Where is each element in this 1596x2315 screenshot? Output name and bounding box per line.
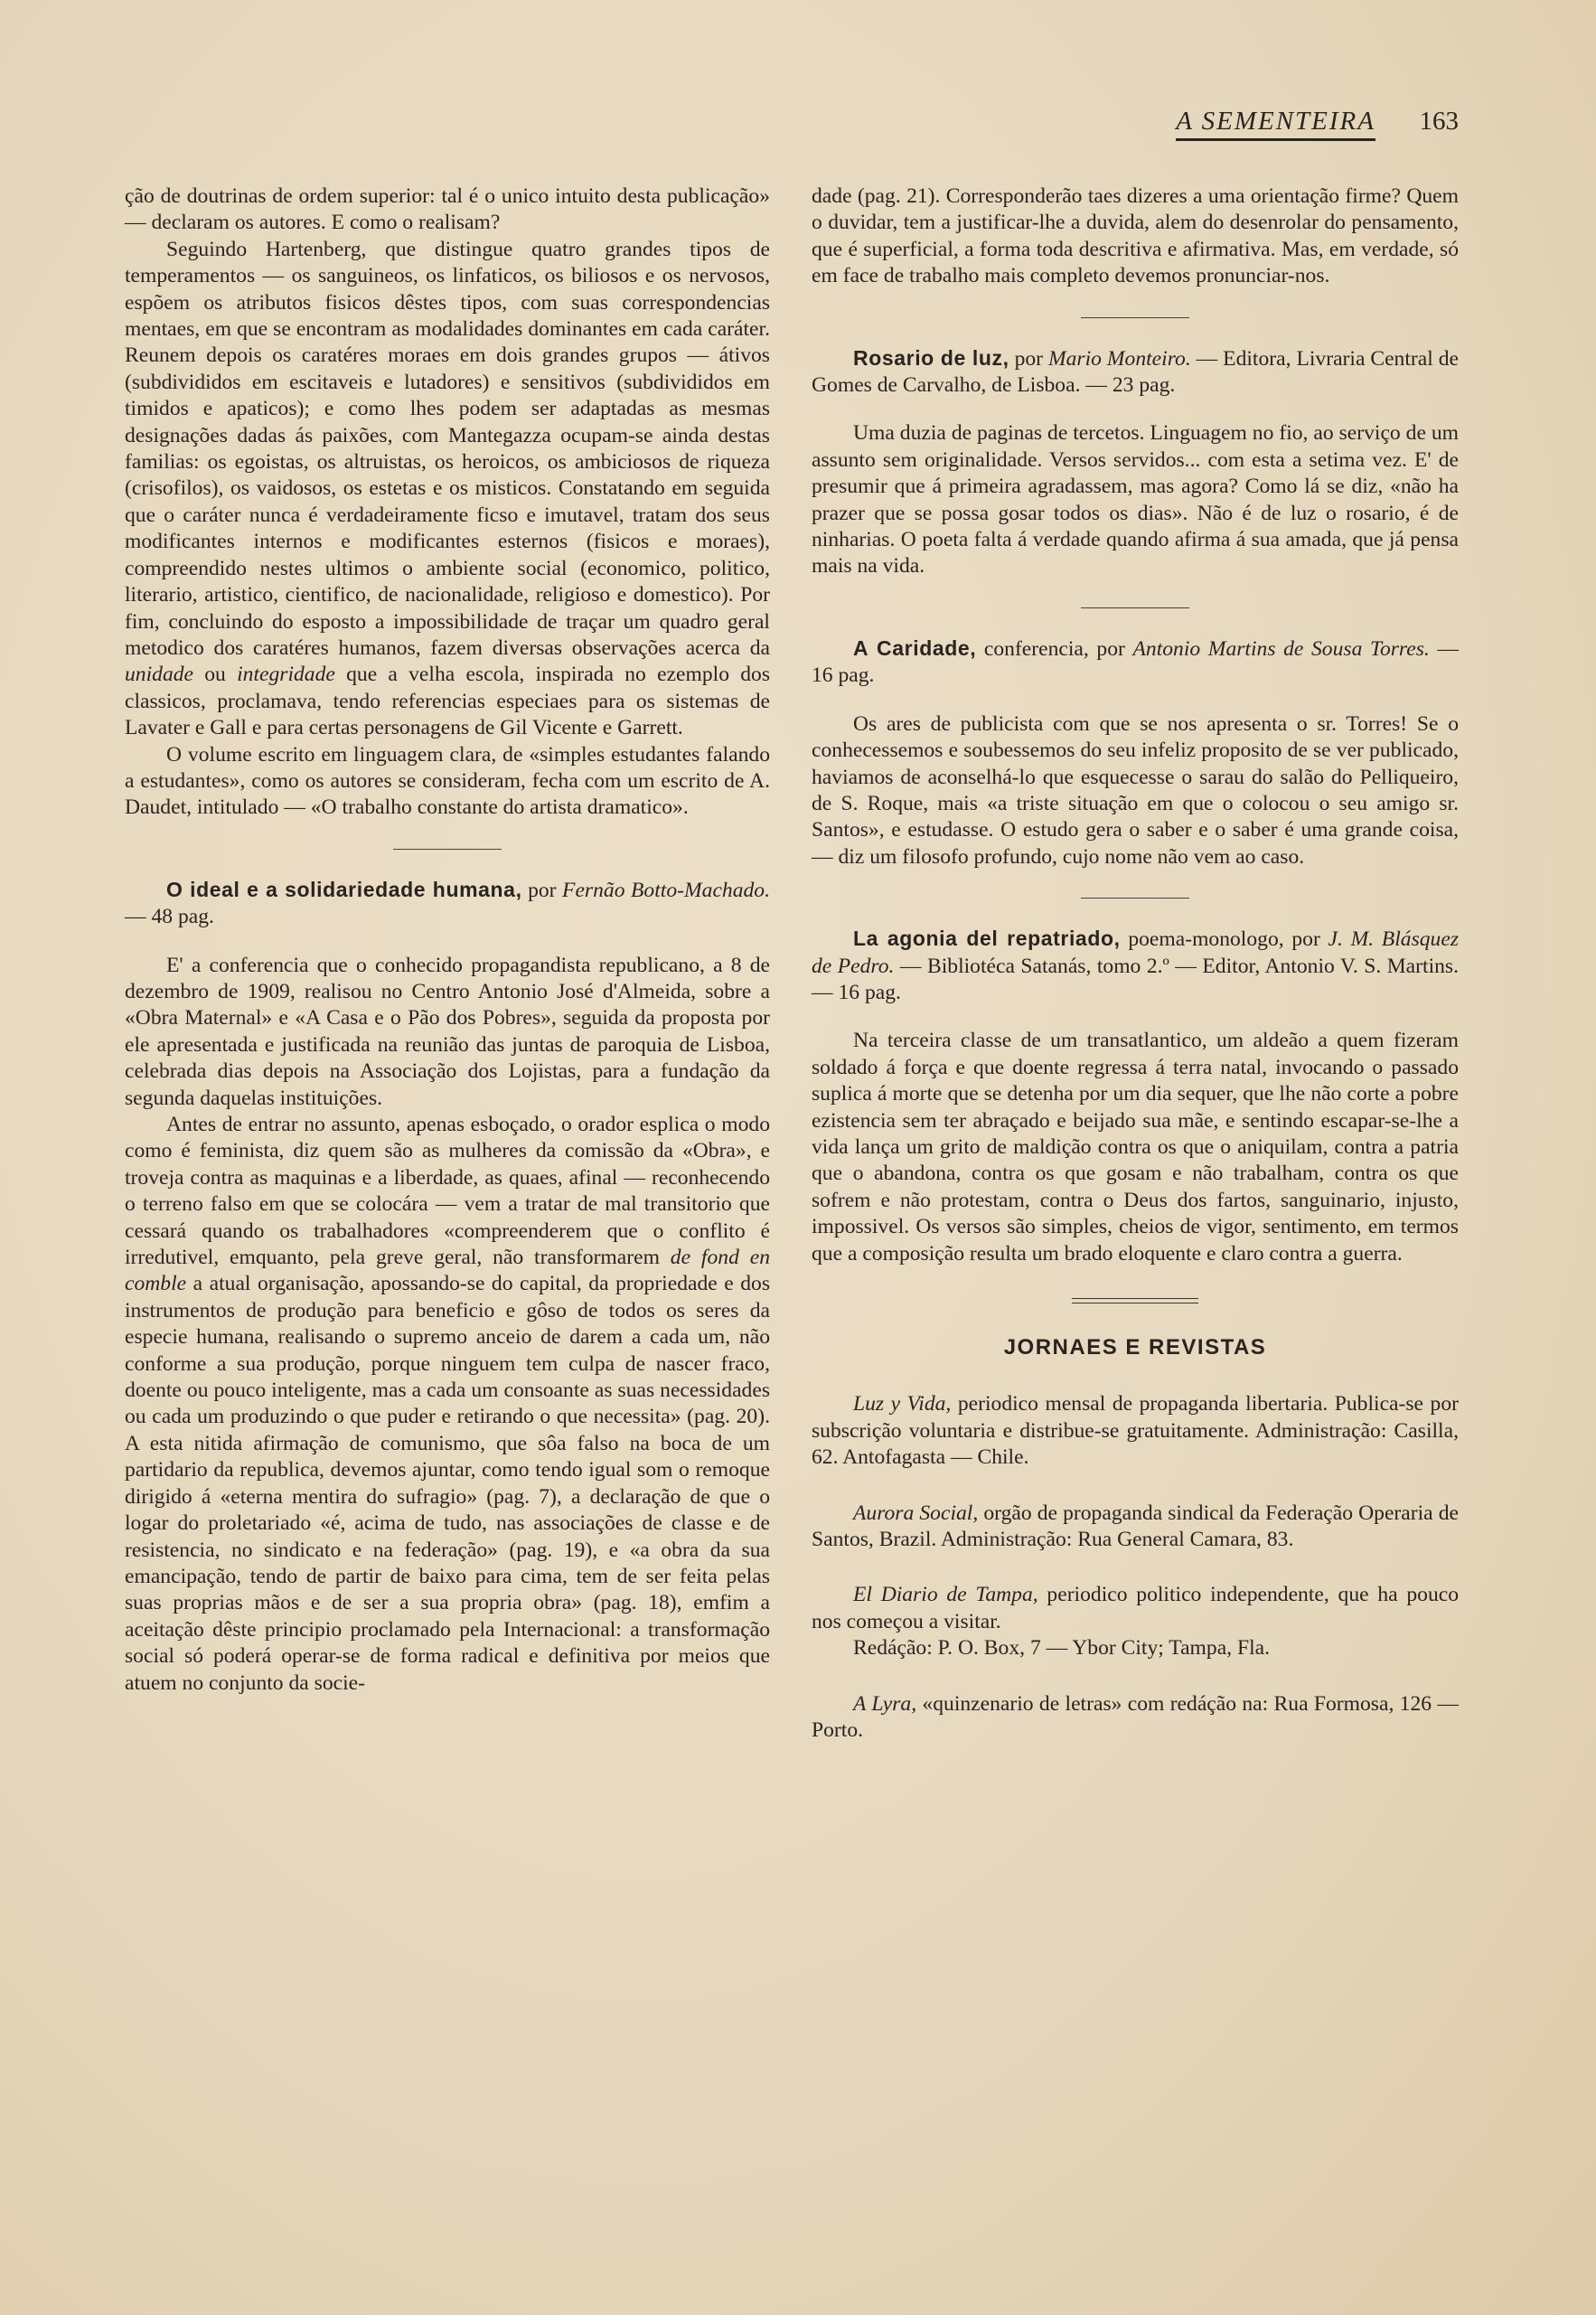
paragraph: dade (pag. 21). Corresponderão taes dizeres a uma orientação firme? Quem o duvidar, tem a justificar-lhe a duvida, alem do desenrolar do pensamento, que é superficial, a forma toda descritiva e afirmativa. Mas, em verdade, só em face de trabalho mais completo devemos pronunciar-nos. xyxy=(812,184,1459,288)
entry-author: J. M. Blásquez de Pedro. xyxy=(812,927,1460,978)
text: a atual organisação, apossando-se do capital, da propriedade e dos instrumentos de produção para beneficio e gôso de todos os seres da especie humana, realisando o supremo anceio de darem a cada um, não conforme a sua produção, porque ninguem tem culpa de nascer fraco, doente ou pouco inteligente, mas a cada um consoante as suas necessidades ou cada um produzindo o que puder e retirando o que necessita» (pag. 20). A esta nitida afirmação de comunismo, que sôa falso na boca de um partidario da republica, devemos ajuntar, como tendo igual som o remoque dirigido á «eterna mentira do sufragio» (pag. 7), a declaração de que o logar do proletariado «é, acima de tudo, nas associações de classe e de resistencia, no sindicato e na federação» (pag. 19), e «a obra da sua emancipação, tendo de partir de baixo para cima, tem de ser feita pelas suas proprias mãos e de ser a sua propria obra» (pag. 18), emfim a aceitação dêste principio proclamado pela Internacional: a transformação social só poderá operar-se de forma radical e definitiva por meios que atuem no conjunto da socie- xyxy=(125,1272,770,1695)
section-heading: JORNAES E REVISTAS xyxy=(1003,1335,1267,1360)
emphasis: unidade xyxy=(125,663,194,687)
journal-entry xyxy=(812,1691,1459,1745)
paragraph: ção de doutrinas de ordem superior: tal é o unico intuito desta publicação» — declaram os autores. E como o realisam? xyxy=(125,184,770,235)
text: orgão de propaganda sindical da Federação Operaria de Santos, Brazil. Administração: Rua General Camara, 83. xyxy=(812,1501,1460,1552)
separator-rule xyxy=(1081,607,1189,608)
journal-name: A Lyra, xyxy=(853,1691,917,1716)
text: conferencia, por xyxy=(976,636,1133,661)
entry-heading xyxy=(812,345,1459,400)
right-column xyxy=(812,184,1459,1773)
entry-heading xyxy=(812,635,1459,690)
text: que a velha escola, inspirada no ezemplo dos classicos, proclamava, tendo referencias especiaes para os sistemas de Lavater e Gall e para certas personagens de Gil Vicente e Garrett. xyxy=(125,663,771,740)
separator-rule xyxy=(1081,898,1189,899)
paragraph xyxy=(812,1391,1459,1471)
entry-heading xyxy=(812,926,1459,1006)
paragraph: E' a conferencia que o conhecido propagandista republicano, a 8 de dezembro de 1909, realisou no Centro Antonio José d'Almeida, sobre a «Obra Maternal» e «A Casa e o Pão dos Pobres», seguida da proposta por ele apresentada e justificada na reunião das juntas de paroquia de Lisboa, celebrada dias depois na Associação dos Lojistas, para a fundação da segunda daquelas instituições. xyxy=(125,953,770,1110)
running-title: A SEMENTEIRA xyxy=(1176,107,1375,141)
entry-author: Antonio Martins de Sousa Torres. xyxy=(1132,636,1430,661)
entry-author: Mario Monteiro. xyxy=(1047,346,1191,371)
entry-pages: — 16 pag. xyxy=(812,636,1459,688)
paragraph xyxy=(812,1691,1459,1745)
text: — Bibliotéca Satanás, tomo 2.º — Editor, Antonio V. S. Martins. — 16 pag. xyxy=(812,954,1460,1004)
paragraph xyxy=(812,1501,1459,1554)
page-number: 163 xyxy=(1419,107,1459,136)
journal-name: Aurora Social, xyxy=(853,1501,979,1525)
journal-name: Luz y Vida, xyxy=(853,1392,952,1416)
text: — Editora, Livraria Central de Gomes de Carvalho, de Lisboa. — 23 pag. xyxy=(812,346,1459,398)
text: periodico mensal de propaganda libertaria. Publica-se por subscrição voluntaria e distribue-se gratuitamente. Administração: Casilla, 62. Antofagasta — Chile. xyxy=(812,1392,1459,1470)
paragraph: Na terceira classe de um transatlantico, um aldeão a quem fizeram soldado á força e que doente regressa á terra natal, invocando o passado suplica á morte que se detenha por um dia sequer, que lhe não corte a pobre ezistencia sem ter abraçado e beijado sua mãe, e sentindo escapar-se-lhe a vida lança um grito de maldição contra os que o aniquilam, contra a patria que o abandona, contra os que gosam e não trabalham, contra os que sofrem e não protestam, contra o Deus dos fartos, sanguinario, injusto, impossivel. Os versos são simples, cheios de vigor, sentimento, em termos que a composição resulta um brado eloquente e claro contra a guerra. xyxy=(812,1029,1459,1266)
section-divider xyxy=(1072,1298,1198,1303)
left-column xyxy=(125,184,770,1697)
paragraph: Os ares de publicista com que se nos apresenta o sr. Torres! Se o conhecessemos e soubessemos do seu infeliz proposito de se ver publicado, haviamos de aconselhá-lo que esquecesse o sarau do salão do Pelliqueiro, de S. Roque, mais «a triste situação em que o colocou o seu amigo sr. Santos», e estudasse. O estudo gera o saber e o saber é uma grande coisa, — diz um filosofo profundo, cujo nome não vem ao caso. xyxy=(812,711,1459,869)
text: ou xyxy=(193,663,238,687)
journal-entry xyxy=(812,1391,1459,1471)
paragraph: O volume escrito em linguagem clara, de «simples estudantes falando a estudantes», como os autores se consideram, fecha com um escrito de A. Daudet, intitulado — «O trabalho constante do artista dramatico». xyxy=(125,742,770,820)
emphasis: integridade xyxy=(237,663,335,687)
entry-author: Fernão Botto-Machado. xyxy=(562,878,770,902)
journal-entry xyxy=(812,1582,1459,1661)
paragraph: Redáção: P. O. Box, 7 — Ybor City; Tampa, Fla. xyxy=(853,1636,1271,1661)
separator-rule xyxy=(393,849,502,850)
text: por xyxy=(1009,346,1048,371)
entry-heading xyxy=(125,877,770,931)
text: Antes de entrar no assunto, apenas esboçado, o orador esplica o modo como é feminista, diz quem são as mulheres da comissão da «Obra», e troveja contra as maquinas e a liberdade, as quaes, afinal — reconhecendo o terreno falso em que se colocára — vem a tratar de mal transitorio que cessará quando os trabalhadores «compreenderem que o conflito é irredutivel, emquanto, pela greve geral, não transformarem xyxy=(125,1113,770,1270)
paragraph xyxy=(125,237,770,742)
text: Seguindo Hartenberg, que distingue quatro grandes tipos de temperamentos — os sanguineos, os linfaticos, os biliosos e os nervosos, espõem os atributos fisicos dêstes tipos, com suas correspondencias mentaes, em que se encontram as modalidades dominantes em cada caráter. Reunem depois os caratéres moraes em dois grandes grupos — átivos (subdivididos em escitaveis e lutadores) e sensitivos (subdivididos em timidos e apaticos); e como lhes podem ser adaptadas as mesmas designações dadas ás paixões, com Mantegazza ocupam-se ainda destas familias: os egoistas, os altruistas, os heroicos, os ambiciosos de riqueza (crisofilos), os vaidosos, os estetas e os misticos. Constatando em seguida que o caráter nunca é verdadeiramente ficso e imutavel, tratam dos seus modificantes internos e modificantes esternos (fisicos e moraes), compreendido nestes ultimos o ambiente social (economico, politico, literario, artistico, cientifico, de nacionalidade, religioso e domestico). Por fim, concluindo do esposto a impossibilidade de traçar um quadro geral metodico dos caratéres humanos, fazem diversas observações acerca da xyxy=(125,237,770,660)
separator-rule xyxy=(1081,317,1189,318)
text: poema-monologo, por xyxy=(1120,927,1328,952)
paragraph xyxy=(125,1112,770,1697)
paragraph: Uma duzia de paginas de tercetos. Linguagem no fio, ao serviço de um assunto sem originalidade. Versos servidos... com esta a setima vez. E' de presumir que á primeira agradassem, mas agora? Como lá se diz, «não ha prazer que se possa gosar todos os dias». Não é de luz o rosario, é de ninharias. O poeta falta á verdade quando afirma á sua amada, que já pensa mais na vida. xyxy=(812,421,1459,579)
page-header xyxy=(127,107,1459,146)
entry-title: O ideal e a solidariedade humana, xyxy=(166,877,522,901)
journal-name: El Diario de Tampa, xyxy=(853,1583,1038,1607)
entry-title: La agonia del repatriado, xyxy=(853,927,1121,951)
emphasis: de fond en comble xyxy=(125,1246,770,1296)
paragraph xyxy=(812,1582,1459,1635)
text: «quinzenario de letras» com redáção na: Rua Formosa, 126 — Porto. xyxy=(812,1691,1459,1743)
entry-title: Rosario de luz, xyxy=(853,345,1009,370)
text: periodico politico independente, que ha pouco nos começou a visitar. xyxy=(812,1583,1460,1633)
journal-entry xyxy=(812,1501,1459,1554)
entry-pages: — 48 pag. xyxy=(125,905,214,929)
text: por xyxy=(521,878,563,902)
entry-title: A Caridade, xyxy=(853,635,977,660)
